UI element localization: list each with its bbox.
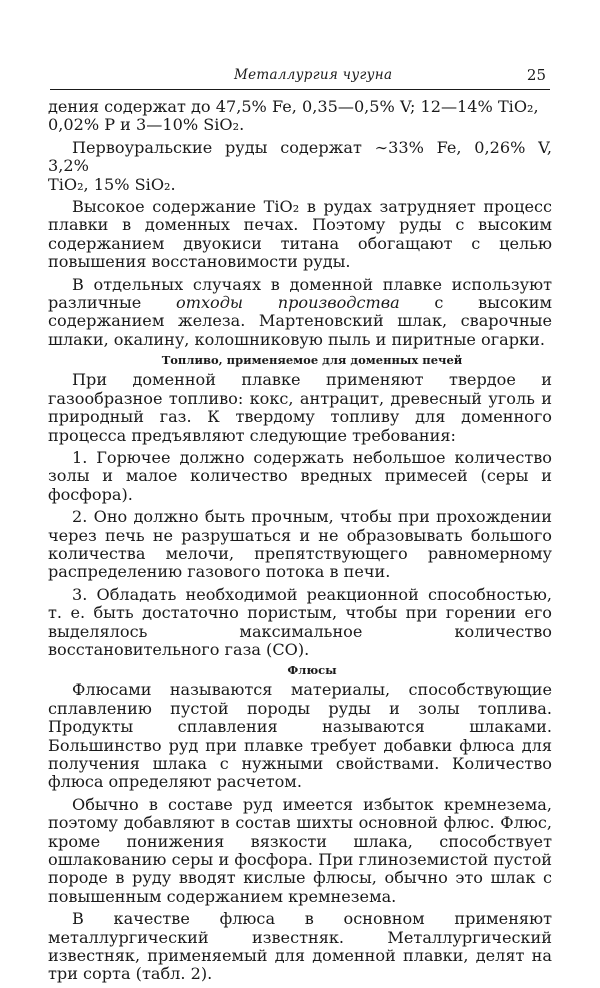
paragraph-pervouralsk-ores (48, 139, 552, 194)
emphasis-production-waste: отходы производства (176, 293, 400, 313)
text-line: TiO₂, 15% SiO₂. (48, 174, 176, 194)
section-heading-flux: Флюсы (287, 663, 337, 678)
header-rule (50, 89, 550, 90)
paragraph-titanium-content: Высокое содержание TiO₂ в рудах затрудняет процесс плавки в доменных печах. Поэтому руды с высоким содержанием двуокиси титана обогащают с целью повышения восстановимости руды. (48, 197, 552, 272)
text-fragment: В отдельных случаях в доменной плавке используют различные (48, 274, 552, 313)
paragraph-production-waste (48, 276, 552, 350)
paragraph-continuation (48, 98, 552, 135)
paragraph-fuel-requirement-2: 2. Оно должно быть прочным, чтобы при прохождении через печь не разрушаться и не образовывать большого количества мелочи, препятствующего равномерному распределению газового потока в печи. (48, 507, 552, 582)
page-number: 25 (526, 66, 546, 84)
text-line: Первоуральские руды содержат ∼33% Fe, 0,26% V, 3,2% (48, 137, 552, 176)
text-line: 0,02% P и 3—10% SiO₂. (48, 115, 245, 135)
paragraph-flux-definition: Флюсами называются материалы, способствующие сплавлению пустой породы руды и золы топлива. Продукты сплавления называются шлаками. Большинство руд при плавке требует добавки флюса для получения шлака с нужными свойствами. Количество флюса определяют расчетом. (48, 680, 552, 792)
paragraph-fuel-intro: При доменной плавке применяют твердое и газообразное топливо: кокс, антрацит, древесный уголь и природный газ. К твердому топливу для доменного процесса предъявляют следующие требования: (48, 370, 552, 445)
text-fragment: с высоким содержанием железа. Мартеновский шлак, сварочные шлаки, окалину, колошниковую пыль и пиритные огарки. (48, 293, 552, 349)
paragraph-fuel-requirement-1: 1. Горючее должно содержать небольшое количество золы и малое количество вредных примесей (серы и фосфора). (48, 447, 552, 504)
page-header (50, 63, 550, 91)
paragraph-flux-limestone: В качестве флюса в основном применяют металлургический известняк. Металлургический известняк, применяемый для доменной плавки, делят на три сорта (табл. 2). (48, 909, 552, 984)
text-line: дения содержат до 47,5% Fe, 0,35—0,5% V; 12—14% TiO₂, (48, 97, 539, 116)
paragraph-flux-composition: Обычно в составе руд имеется избыток кремнезема, поэтому добавляют в состав шихты основной флюс. Флюс, кроме понижения вязкости шлака, способствует ошлакованию серы и фосфора. При глиноземистой пустой породе в руду вводят кислые флюсы, обычно это шлак с повышенным содержанием кремнезема. (48, 794, 552, 906)
section-heading-fuel: Топливо, применяемое для доменных печей (161, 353, 463, 368)
running-title: Металлургия чугуна (234, 67, 393, 83)
paragraph-fuel-requirement-3: 3. Обладать необходимой реакционной способностью, т. е. быть достаточно пористым, чтобы при горении его выделялось максимальное количество восстановительного газа (CO). (48, 584, 552, 659)
page-body (48, 98, 552, 988)
